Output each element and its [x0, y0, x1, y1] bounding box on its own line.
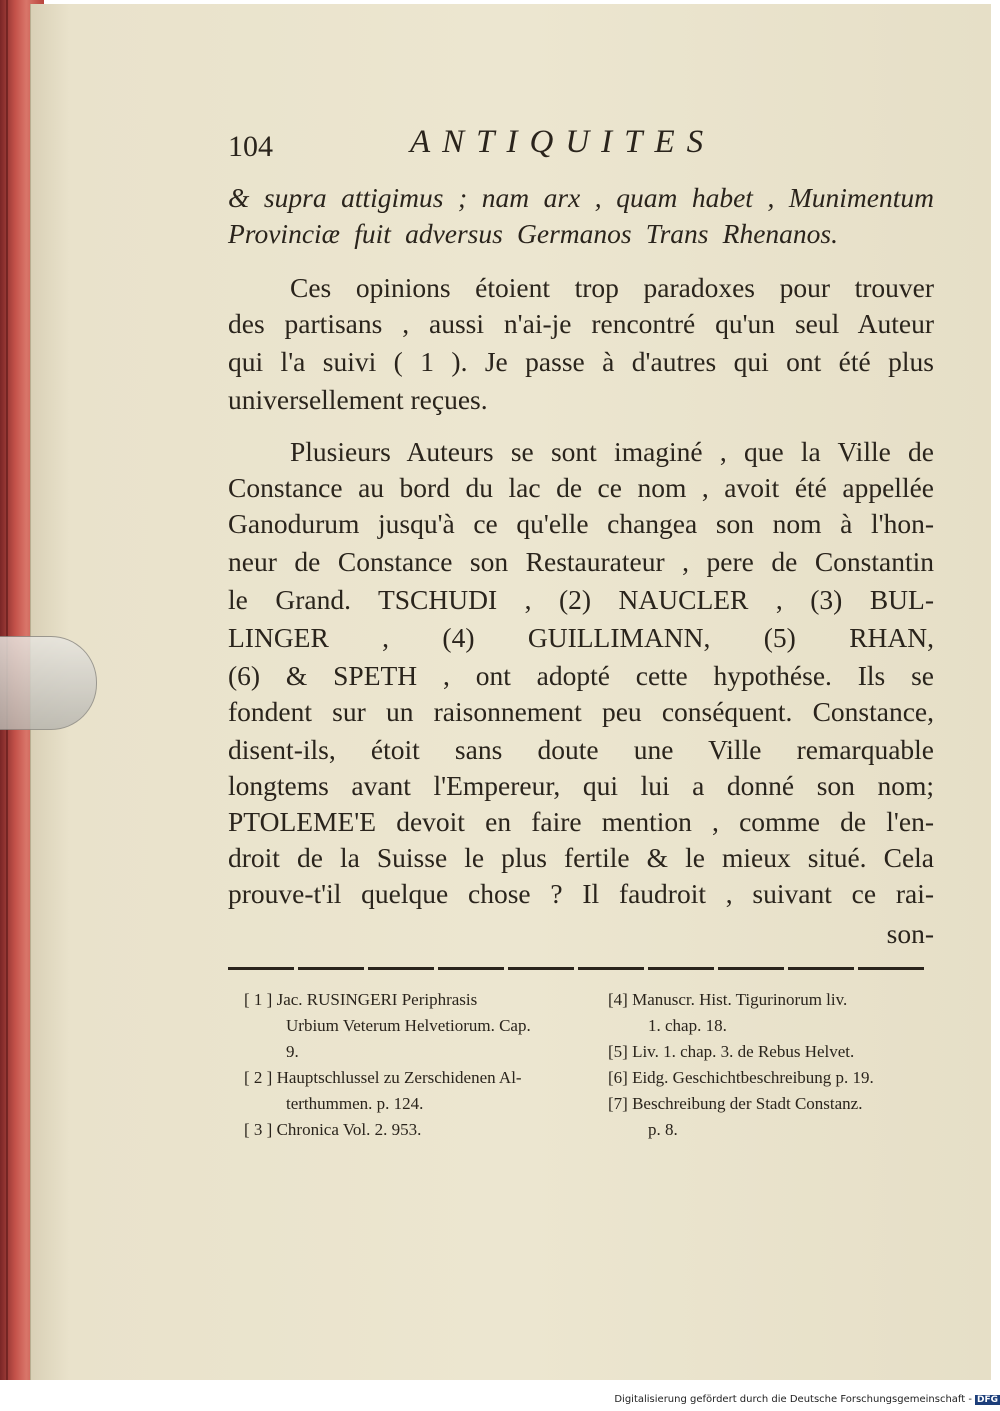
footnote-line: [ 2 ] Hauptschlussel zu Zerschidenen Al- — [244, 1068, 522, 1087]
footnote-line: 1. chap. 18. — [648, 1016, 727, 1035]
footnote-line: [6] Eidg. Geschichtbeschreibung p. 19. — [608, 1068, 874, 1087]
body-line: Plusieurs Auteurs se sont imaginé , que la Ville de — [290, 436, 934, 467]
credit-text: Digitalisierung gefördert durch die Deutsche Forschungsgemeinschaft - — [614, 1394, 972, 1405]
body-line: Ces opinions étoient trop paradoxes pour trouver — [290, 272, 934, 303]
body-line: (6) & SPETH , ont adopté cette hypothése. Ils se — [228, 660, 934, 691]
body-line: universellement reçues. — [228, 384, 488, 415]
body-line: droit de la Suisse le plus fertile & le mieux situé. Cela — [228, 842, 934, 873]
footnote-line: [7] Beschreibung der Stadt Constanz. — [608, 1094, 863, 1113]
footnote-line: 9. — [286, 1042, 299, 1061]
body-line: & supra attigimus ; nam arx , quam habet , Munimentum — [228, 182, 934, 213]
footnote-separator — [228, 967, 928, 970]
body-line: qui l'a suivi ( 1 ). Je passe à d'autres qui ont été plus — [228, 346, 934, 377]
footnote-line: terthummen. p. 124. — [286, 1094, 424, 1113]
body-line: Provinciæ fuit adversus Germanos Trans Rhenanos. — [228, 218, 838, 249]
digitization-credit — [600, 1394, 1000, 1411]
body-line: neur de Constance son Restaurateur , pere de Constantin — [228, 546, 934, 577]
body-line: prouve-t'il quelque chose ? Il faudroit , suivant ce rai- — [228, 878, 934, 909]
bookmark-clip — [0, 636, 97, 730]
page-number: 104 — [228, 130, 273, 163]
body-line: fondent sur un raisonnement peu conséquent. Constance, — [228, 696, 934, 727]
body-line: le Grand. TSCHUDI , (2) NAUCLER , (3) BUL- — [228, 584, 934, 615]
footnote-line: Urbium Veterum Helvetiorum. Cap. — [286, 1016, 531, 1035]
dfg-logo: DFG — [976, 1395, 998, 1405]
body-line: disent-ils, étoit sans doute une Ville remarquable — [228, 734, 934, 765]
footnote-line: p. 8. — [648, 1120, 678, 1139]
footnote-line: [ 1 ] Jac. RUSINGERI Periphrasis — [244, 990, 478, 1009]
footnote-line: [4] Manuscr. Hist. Tigurinorum liv. — [608, 990, 848, 1009]
body-line: Constance au bord du lac de ce nom , avoit été appellée — [228, 472, 934, 503]
catchword: son- — [886, 918, 934, 949]
body-line: longtems avant l'Empereur, qui lui a donné son nom; — [228, 770, 934, 801]
body-line: Ganodurum jusqu'à ce qu'elle changea son nom à l'hon- — [228, 508, 934, 539]
body-line: LINGER , (4) GUILLIMANN, (5) RHAN, — [228, 622, 934, 653]
footnote-line: [5] Liv. 1. chap. 3. de Rebus Helvet. — [608, 1042, 855, 1061]
body-line: PTOLEME'E devoit en faire mention , comme de l'en- — [228, 806, 934, 837]
running-title: ANTIQUITES — [410, 124, 716, 160]
footnote-line: [ 3 ] Chronica Vol. 2. 953. — [244, 1120, 422, 1139]
body-line: des partisans , aussi n'ai-je rencontré qu'un seul Auteur — [228, 308, 934, 339]
